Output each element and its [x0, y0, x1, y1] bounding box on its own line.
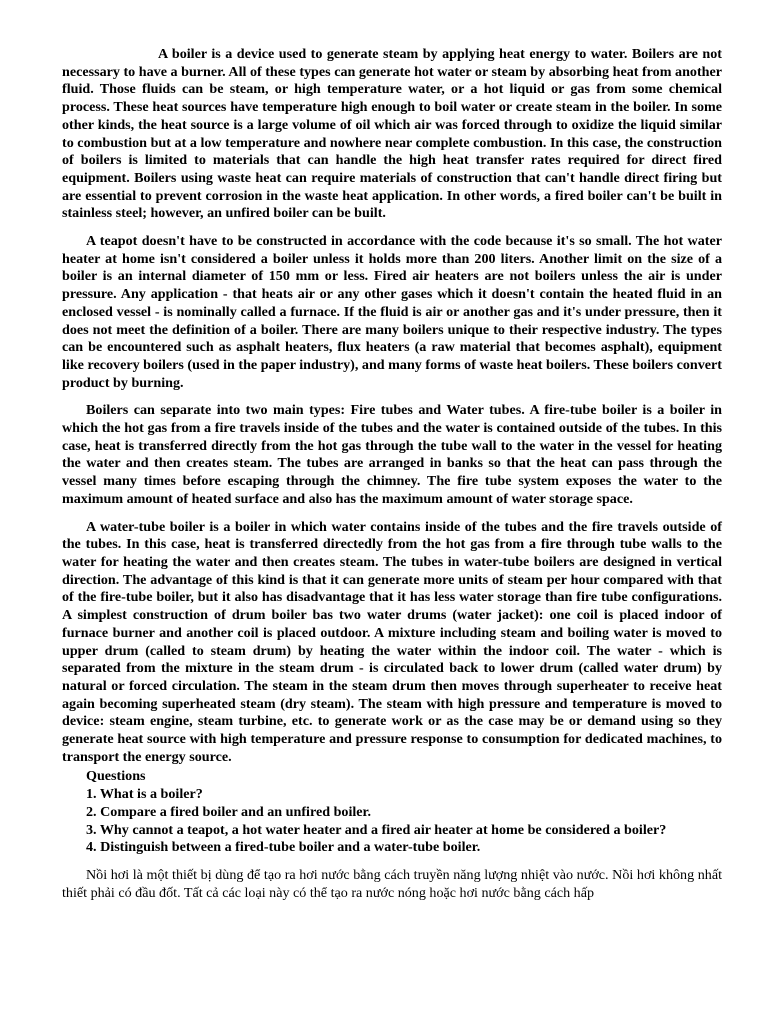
question-item: 2. Compare a fired boiler and an unfired boiler.	[86, 803, 372, 820]
questions-heading: Questions	[86, 768, 146, 785]
question-item: 4. Distinguish between a fired-tube boiler and a water-tube boiler.	[86, 839, 481, 856]
question-item: 3. Why cannot a teapot, a hot water heater and a fired air heater at home be considered a boiler?	[86, 821, 667, 838]
document-page	[62, 46, 722, 902]
vietnamese-translation: Nồi hơi là một thiết bị dùng để tạo ra hơi nước bằng cách truyền năng lượng nhiệt vào nước. Nồi hơi không nhất thiết phải có đầu đốt. Tất cả các loại này có thể tạo ra nước nóng hoặc hơi nước bằng cách hấp	[62, 866, 722, 901]
paragraph-water-tube: A water-tube boiler is a boiler in which water contains inside of the tubes and the fire travels outside of the tubes. In this case, heat is transferred directedly from the hot gas from a fire through tube walls to the water for heating the water and then creates steam. The tubes in water-tube boilers are designed in vertical direction. The advantage of this kind is that it can generate more units of steam per hour compared with that of the fire-tube boiler, but it also has disadvantage that it has less water storage than fire tube configurations. A simplest construction of drum boiler bas two water drums (water jacket): one coil is placed indoor of furnace burner and another coil is placed outdoor. A mixture including steam and boiling water is moved to upper drum (called to steam drum) by heating the water within the indoor coil. The water - which is separated from the mixture in the steam drum - is circulated back to lower drum (called water drum) by natural or forced circulation. The steam in the steam drum then moves through superheater to receive heat again becoming superheated steam (dry steam). The steam with high pressure and temperature is moved to device: steam engine, steam turbine, etc. to generate work or as the case may be or demand using so they generate heat source with high temperature and pressure response to consumption for dedicated machines, to transport the energy source.	[62, 518, 722, 765]
paragraph-boiler-types: Boilers can separate into two main types: Fire tubes and Water tubes. A fire-tube boiler is a boiler in which the hot gas from a fire travels inside of the tubes and the water is contained outside of the tubes. In this case, heat is transferred directly from the hot gas through the tube wall to the water in the vessel for heating the water and then creates steam. The tubes are arranged in banks so that the heat can pass through the vessel many times before escaping through the chimney. The fire tube system exposes the water to the maximum amount of heated surface and also has the maximum amount of water storage space.	[62, 402, 722, 507]
paragraph-teapot-limits: A teapot doesn't have to be constructed in accordance with the code because it's so small. The hot water heater at home isn't considered a boiler unless it holds more than 200 liters. Another limit on the size of a boiler is an internal diameter of 150 mm or less. Fired air heaters are not boilers unless the air is under pressure. Any application - that heats air or any other gases which it doesn't contain the heated fluid in an enclosed vessel - is nominally called a furnace. If the fluid is air or another gas and it's under pressure, then it does not meet the definition of a boiler. There are many boilers unique to their respective industry. The types can be encountered such as asphalt heaters, flux heaters (a raw material that becomes asphalt), equipment like recovery boilers (used in the paper industry), and many forms of waste heat boilers. These boilers convert product by burning.	[62, 233, 722, 391]
paragraph-boiler-definition: A boiler is a device used to generate steam by applying heat energy to water. Boilers are not necessary to have a burner. All of these types can generate hot water or steam by absorbing heat from another fluid. Those fluids can be steam, or high temperature water, or a hot liquid or gas from some chemical process. These heat sources have temperature high enough to boil water or create steam in the boiler. In some other kinds, the heat source is a large volume of oil which air was forced through to oxidize the liquid similar to combustion but at a low temperature and nowhere near complete combustion. In this case, the construction of boilers is limited to materials that can handle the high heat transfer rates required for direct fired equipment. Boilers using waste heat can require materials of construction that can't handle direct firing but are essential to prevent corrosion in the waste heat application. In other words, a fired boiler can't be built in stainless steel; however, an unfired boiler can be built.	[62, 46, 722, 222]
question-item: 1. What is a boiler?	[86, 786, 203, 803]
questions-section	[86, 768, 722, 857]
